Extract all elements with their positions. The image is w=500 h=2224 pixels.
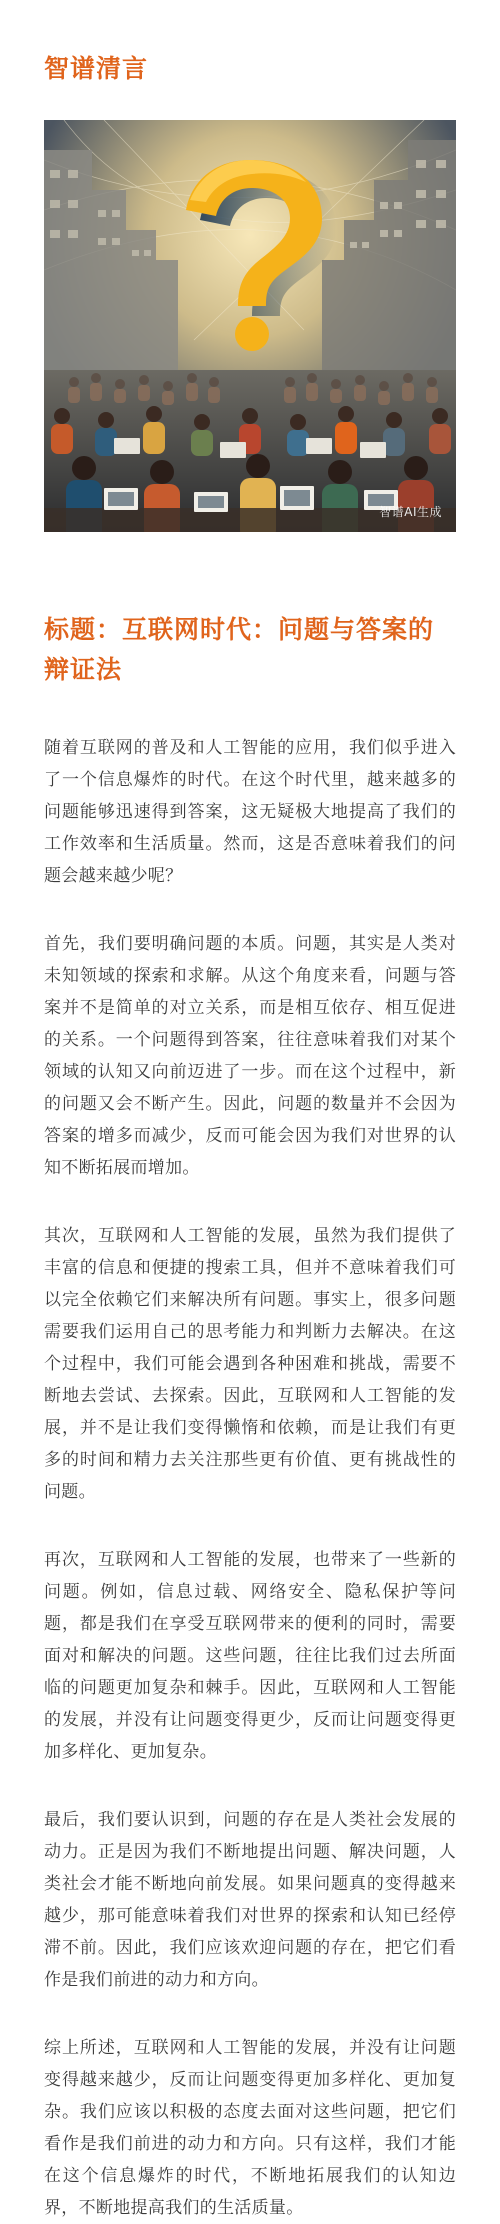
article-paragraph-2: 首先，我们要明确问题的本质。问题，其实是人类对未知领域的探索和求解。从这个角度来看，问题与答案并不是简单的对立关系，而是相互依存、相互促进的关系。一个问题得到答案，往往意味着我们对某个领域的认知又向前迈进了一步。而在这个过程中，新的问题又会不断产生。因此，问题的数量并不会因为答案的增多而减少，反而可能会因为我们对世界的认知不断拓展而增加。 xyxy=(44,934,456,1178)
brand-title: 智谱清言 xyxy=(44,54,149,83)
article-title: 标题：互联网时代：问题与答案的辩证法 xyxy=(44,615,435,684)
hero-image xyxy=(44,120,456,532)
ai-watermark: 智谱AI生成 xyxy=(379,505,442,519)
article-paragraph-4: 再次，互联网和人工智能的发展，也带来了一些新的问题。例如，信息过载、网络安全、隐私保护等问题，都是我们在享受互联网带来的便利的同时，需要面对和解决的问题。这些问题，往往比我们过去所面临的问题更加复杂和棘手。因此，互联网和人工智能的发展，并没有让问题变得更少，反而让问题变得更加多样化、更加复杂。 xyxy=(44,1550,456,1762)
article-paragraph-3: 其次，互联网和人工智能的发展，虽然为我们提供了丰富的信息和便捷的搜索工具，但并不意味着我们可以完全依赖它们来解决所有问题。事实上，很多问题需要我们运用自己的思考能力和判断力去解决。在这个过程中，我们可能会遇到各种困难和挑战，需要不断地去尝试、去探索。因此，互联网和人工智能的发展，并不是让我们变得懒惰和依赖，而是让我们有更多的时间和精力去关注那些更有价值、更有挑战性的问题。 xyxy=(44,1226,456,1502)
article-paragraph-5: 最后，我们要认识到，问题的存在是人类社会发展的动力。正是因为我们不断地提出问题、解决问题，人类社会才能不断地向前发展。如果问题真的变得越来越少，那可能意味着我们对世界的探索和认知已经停滞不前。因此，我们应该欢迎问题的存在，把它们看作是我们前进的动力和方向。 xyxy=(44,1810,456,1990)
hero-illustration xyxy=(44,120,456,532)
article-paragraph-1: 随着互联网的普及和人工智能的应用，我们似乎进入了一个信息爆炸的时代。在这个时代里，越来越多的问题能够迅速得到答案，这无疑极大地提高了我们的工作效率和生活质量。然而，这是否意味着我们的问题会越来越少呢？ xyxy=(44,738,456,886)
article-paragraph-6: 综上所述，互联网和人工智能的发展，并没有让问题变得越来越少，反而让问题变得更加多样化、更加复杂。我们应该以积极的态度去面对这些问题，把它们看作是我们前进的动力和方向。只有这样，我们才能在这个信息爆炸的时代，不断地拓展我们的认知边界，不断地提高我们的生活质量。 xyxy=(44,2038,456,2218)
